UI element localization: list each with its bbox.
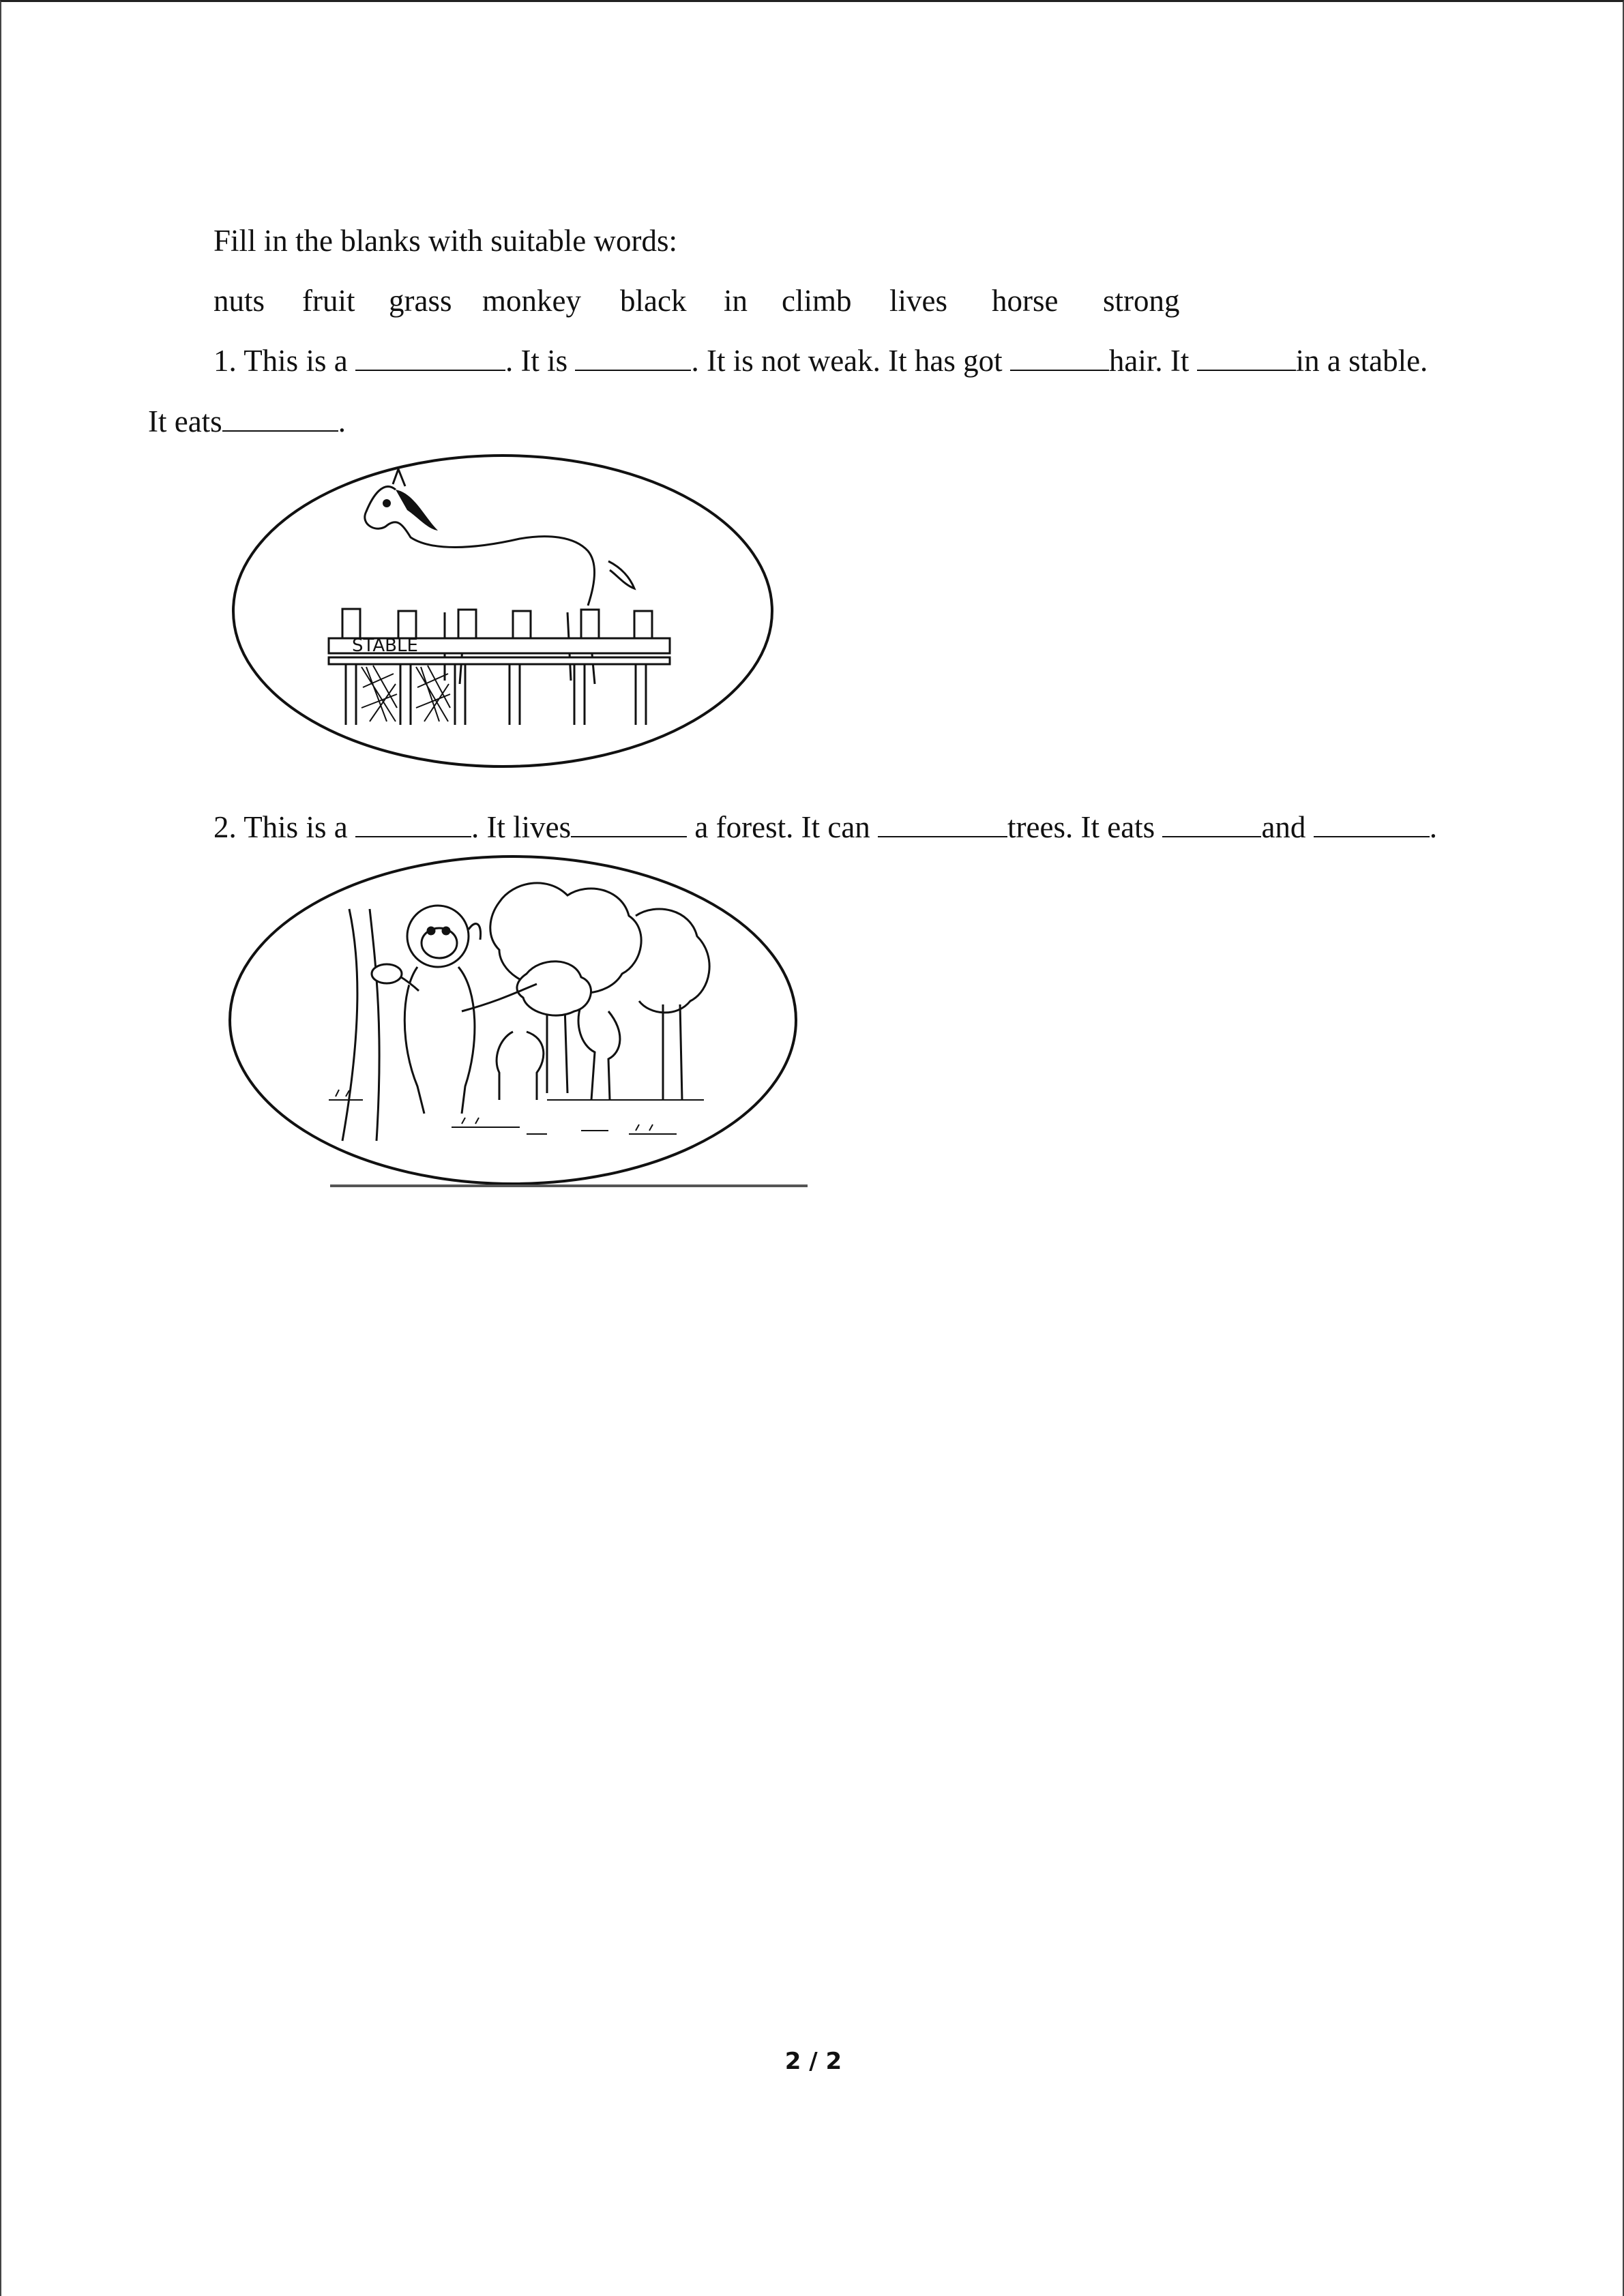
answer-blank[interactable] bbox=[878, 807, 1007, 837]
word-bank-item: strong bbox=[1103, 284, 1180, 318]
divider-line bbox=[330, 1184, 808, 1187]
question-number: 2. bbox=[213, 810, 237, 844]
page-number: 2 / 2 bbox=[784, 2048, 842, 2075]
question-text: . It lives bbox=[471, 810, 572, 844]
question-text: . It is not weak. It has got bbox=[691, 344, 1003, 378]
question-2-line bbox=[213, 807, 1437, 846]
answer-blank[interactable] bbox=[1010, 341, 1109, 371]
question-text: . bbox=[1429, 810, 1437, 844]
answer-blank[interactable] bbox=[1162, 807, 1261, 837]
word-bank-item: grass bbox=[389, 284, 452, 318]
question-text: . It is bbox=[505, 344, 568, 378]
question-text: It eats bbox=[148, 404, 222, 438]
word-bank-item: monkey bbox=[482, 284, 581, 318]
stable-sign: STABLE bbox=[352, 636, 418, 656]
monkey-forest-illustration bbox=[226, 854, 813, 1189]
question-text: hair. It bbox=[1108, 344, 1190, 378]
word-bank bbox=[213, 282, 1237, 320]
nuts-icon bbox=[372, 964, 402, 983]
answer-blank[interactable] bbox=[1314, 807, 1430, 837]
question-1-line-2 bbox=[148, 402, 346, 441]
word-bank-item: fruit bbox=[302, 284, 355, 318]
answer-blank[interactable] bbox=[571, 807, 687, 837]
horse-stable-illustration bbox=[226, 449, 779, 773]
instruction-text: Fill in the blanks with suitable words: bbox=[213, 224, 677, 258]
answer-blank[interactable] bbox=[222, 402, 338, 432]
answer-blank[interactable] bbox=[575, 341, 691, 371]
question-text: trees. It eats bbox=[1007, 810, 1155, 844]
word-bank-item: black bbox=[620, 284, 687, 318]
question-text: and bbox=[1261, 810, 1306, 844]
word-bank-item: in bbox=[724, 284, 748, 318]
question-text: in a stable. bbox=[1295, 344, 1428, 378]
question-number: 1. bbox=[213, 344, 237, 378]
question-text: This is a bbox=[243, 810, 348, 844]
question-text: a forest. It can bbox=[687, 810, 870, 844]
word-bank-item: lives bbox=[889, 284, 947, 318]
word-bank-item: horse bbox=[992, 284, 1059, 318]
word-bank-item: climb bbox=[782, 284, 852, 318]
answer-blank[interactable] bbox=[355, 807, 471, 837]
question-text: This is a bbox=[243, 344, 348, 378]
question-1-line-1 bbox=[213, 341, 1428, 380]
question-text: . bbox=[338, 404, 346, 438]
word-bank-item: nuts bbox=[213, 284, 265, 318]
answer-blank[interactable] bbox=[1197, 341, 1296, 371]
answer-blank[interactable] bbox=[355, 341, 505, 371]
